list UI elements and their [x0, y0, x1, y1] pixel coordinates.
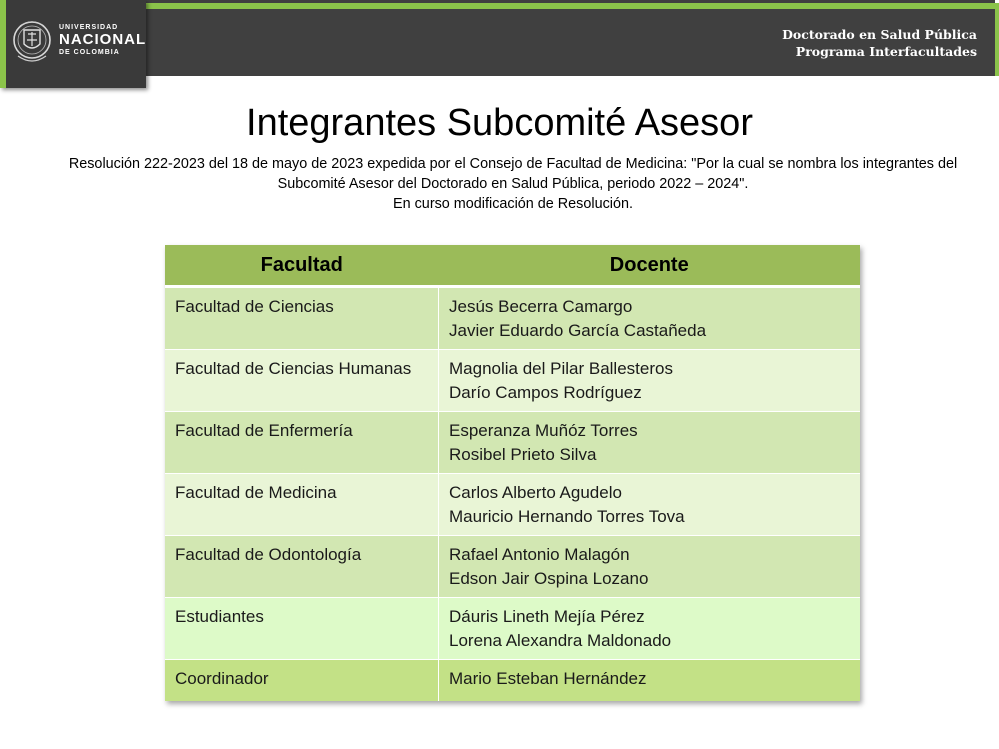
faculty-cell: Coordinador: [165, 660, 439, 702]
members-cell: [439, 350, 861, 412]
logo-line-colombia: DE COLOMBIA: [59, 49, 120, 56]
header-accent-stripe: [146, 3, 999, 9]
member-name: Edson Jair Ospina Lozano: [449, 569, 649, 588]
resolution-line-3: En curso modificación de Resolución.: [393, 196, 633, 212]
header-edge-stripe: [995, 9, 999, 76]
logo-line-universidad: UNIVERSIDAD: [59, 24, 119, 31]
column-header-teacher: Docente: [439, 245, 861, 287]
resolution-text: [38, 154, 988, 214]
member-name: Mario Esteban Hernández: [449, 669, 647, 688]
members-cell: [439, 412, 861, 474]
faculty-cell: Facultad de Medicina: [165, 474, 439, 536]
faculty-cell: Facultad de Ciencias: [165, 287, 439, 350]
table-row: [165, 660, 860, 702]
member-name: Javier Eduardo García Castañeda: [449, 321, 707, 340]
table-row: [165, 474, 860, 536]
member-name: Rafael Antonio Malagón: [449, 545, 630, 564]
member-name: Darío Campos Rodríguez: [449, 383, 642, 402]
resolution-line-2: Subcomité Asesor del Doctorado en Salud Pública, periodo 2022 – 2024".: [277, 176, 749, 192]
members-cell: [439, 536, 861, 598]
slide-title: Integrantes Subcomité Asesor: [246, 102, 753, 144]
table-row: [165, 350, 860, 412]
program-name: Doctorado en Salud Pública: [782, 27, 977, 42]
member-name: Carlos Alberto Agudelo: [449, 483, 622, 502]
program-label: [782, 26, 977, 60]
university-logo: [0, 0, 146, 88]
table-row: [165, 287, 860, 350]
faculty-cell: Estudiantes: [165, 598, 439, 660]
faculty-cell: Facultad de Ciencias Humanas: [165, 350, 439, 412]
table-row: [165, 536, 860, 598]
subcommittee-table: [165, 245, 860, 701]
member-name: Lorena Alexandra Maldonado: [449, 631, 672, 650]
member-name: Rosibel Prieto Silva: [449, 445, 597, 464]
faculty-cell: Facultad de Enfermería: [165, 412, 439, 474]
member-name: Jesús Becerra Camargo: [449, 297, 633, 316]
members-cell: [439, 474, 861, 536]
column-header-faculty: Facultad: [165, 245, 439, 287]
member-name: Mauricio Hernando Torres Tova: [449, 507, 685, 526]
table-row: [165, 598, 860, 660]
member-name: Magnolia del Pilar Ballesteros: [449, 359, 673, 378]
table-row: [165, 412, 860, 474]
table-header-row: [165, 245, 860, 287]
members-cell: [439, 287, 861, 350]
member-name: Dáuris Lineth Mejía Pérez: [449, 607, 645, 626]
resolution-line-1: Resolución 222-2023 del 18 de mayo de 2023 expedida por el Consejo de Facultad de Medicina: "Por la cual se nombra los integrantes del: [68, 156, 958, 172]
program-type: Programa Interfacultades: [795, 44, 977, 59]
faculty-cell: Facultad de Odontología: [165, 536, 439, 598]
member-name: Esperanza Muñóz Torres: [449, 421, 638, 440]
logo-line-nacional: NACIONAL: [59, 31, 147, 48]
university-seal-icon: [12, 16, 52, 68]
members-cell: [439, 660, 861, 702]
members-cell: [439, 598, 861, 660]
logo-accent-strip: [0, 0, 6, 88]
